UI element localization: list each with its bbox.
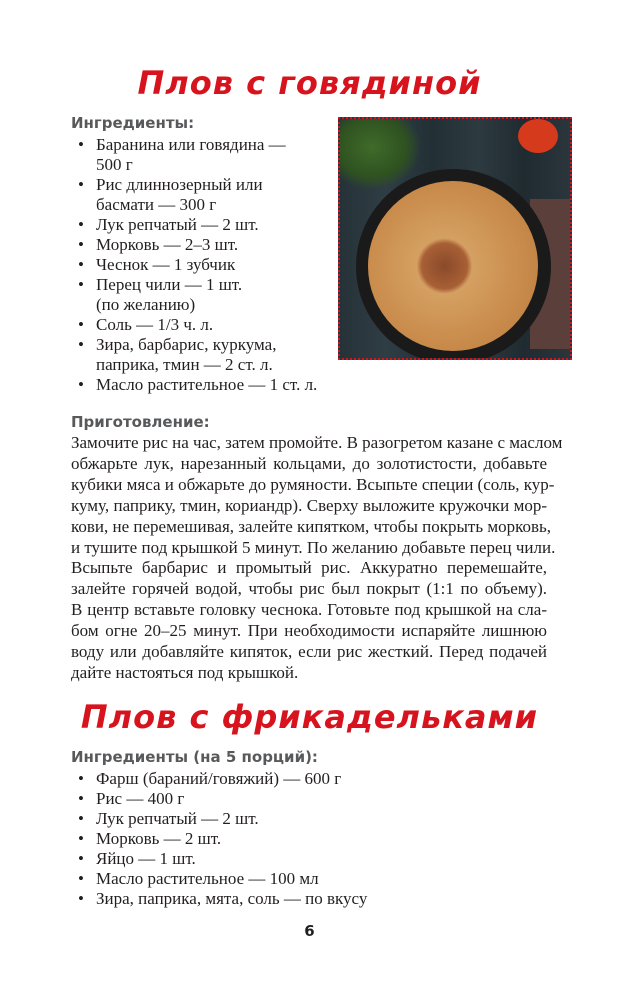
bullet-icon: • — [78, 315, 84, 334]
ingredient-line: Соль — 1/3 ч. л. — [96, 315, 214, 334]
preparation-heading: Приготовление: — [71, 413, 210, 431]
recipe-title-2: Плов с фрикадельками — [80, 698, 539, 736]
ingredient-text: Лук репчатый — 2 шт. — [96, 809, 259, 828]
preparation-line: и тушите под крышкой 5 минут. По желанию добавьте перец чили. — [71, 537, 556, 557]
ingredient-line: паприка, тмин — 2 ст. л. — [96, 355, 273, 374]
ingredients-list-2 — [74, 769, 367, 909]
ingredient-item — [74, 769, 367, 789]
bullet-icon: • — [78, 849, 84, 868]
ingredient-text: Морковь — 2 шт. — [96, 829, 222, 848]
ingredient-item — [74, 135, 317, 175]
page-number: 6 — [304, 922, 315, 940]
ingredient-item — [74, 215, 317, 235]
ingredient-line: (по желанию) — [96, 295, 196, 314]
ingredient-line: Перец чили — 1 шт. — [96, 275, 243, 294]
preparation-text — [71, 433, 563, 684]
ingredient-line: Баранина или говядина — — [96, 135, 286, 154]
ingredient-text: Масло растительное — 100 мл — [96, 869, 319, 888]
ingredient-line: Рис длиннозерный или — [96, 175, 263, 194]
preparation-line: дайте настояться под крышкой. — [71, 662, 299, 682]
preparation-line: Всыпьте барбарис и промытый рис. Аккуратно перемешайте, — [71, 558, 547, 578]
bullet-icon: • — [78, 335, 84, 354]
preparation-line: кови, не перемешивая, залейте кипятком, чтобы покрыть морковь, — [71, 516, 552, 536]
bullet-icon: • — [78, 135, 84, 154]
ingredient-item — [74, 829, 367, 849]
bullet-icon: • — [78, 769, 84, 788]
bullet-icon: • — [78, 255, 84, 274]
bullet-icon: • — [78, 235, 84, 254]
ingredient-item — [74, 335, 317, 375]
bullet-icon: • — [78, 889, 84, 908]
bullet-icon: • — [78, 275, 84, 294]
recipe-title: Плов с говядиной — [137, 64, 482, 102]
rice-image — [368, 181, 538, 351]
ingredient-line: Чеснок — 1 зубчик — [96, 255, 236, 274]
ingredient-item — [74, 375, 317, 395]
bullet-icon: • — [78, 869, 84, 888]
ingredient-item — [74, 315, 317, 335]
bullet-icon: • — [78, 175, 84, 194]
plov-photo — [338, 117, 572, 360]
ingredient-text: Зира, паприка, мята, соль — по вкусу — [96, 889, 368, 908]
preparation-line: кубики мяса и обжарьте до румяности. Всыпьте специи (соль, кур- — [71, 474, 555, 494]
bullet-icon: • — [78, 789, 84, 808]
tomato-image — [518, 119, 558, 153]
ingredient-item — [74, 889, 367, 909]
preparation-line: воду или добавляйте кипяток, если рис жесткий. Перед подачей — [71, 642, 547, 662]
ingredient-item — [74, 255, 317, 275]
bullet-icon: • — [78, 215, 84, 234]
ingredient-line: басмати — 300 г — [96, 195, 217, 214]
ingredient-line: Морковь — 2–3 шт. — [96, 235, 239, 254]
bullet-icon: • — [78, 809, 84, 828]
ingredient-line: Лук репчатый — 2 шт. — [96, 215, 259, 234]
ingredients-heading: Ингредиенты: — [71, 114, 195, 132]
preparation-line: бом огне 20–25 минут. При необходимости испаряйте лишнюю — [71, 621, 547, 641]
ingredient-line: 500 г — [96, 155, 133, 174]
ingredient-text: Фарш (бараний/говяжий) — 600 г — [96, 769, 342, 788]
bullet-icon: • — [78, 375, 84, 394]
ingredient-item — [74, 849, 367, 869]
ingredient-line: Зира, барбарис, куркума, — [96, 335, 277, 354]
preparation-line: обжарьте лук, нарезанный кольцами, до золотистости, добавьте — [71, 453, 547, 473]
ingredient-item — [74, 869, 367, 889]
herbs-image — [340, 119, 420, 189]
preparation-line: залейте горячей водой, чтобы рис был покрыт (1:1 по объему). — [71, 579, 547, 599]
ingredient-line: Масло растительное — 1 ст. л. — [96, 375, 318, 394]
preparation-line: куму, паприку, тмин, кориандр). Сверху выложите кружочки мор- — [71, 495, 547, 515]
ingredient-text: Яйцо — 1 шт. — [96, 849, 196, 868]
ingredient-item — [74, 235, 317, 255]
ingredient-item — [74, 809, 367, 829]
ingredients-heading-2: Ингредиенты (на 5 порций): — [71, 748, 318, 766]
ingredient-item — [74, 789, 367, 809]
ingredient-item — [74, 275, 317, 315]
ingredient-text: Рис — 400 г — [96, 789, 185, 808]
ingredient-item — [74, 175, 317, 215]
preparation-line: Замочите рис на час, затем промойте. В разогретом казане с маслом — [71, 433, 563, 452]
preparation-line: В центр вставьте головку чеснока. Готовьте под крышкой на сла- — [71, 600, 547, 620]
ingredients-list — [74, 135, 317, 395]
bullet-icon: • — [78, 829, 84, 848]
